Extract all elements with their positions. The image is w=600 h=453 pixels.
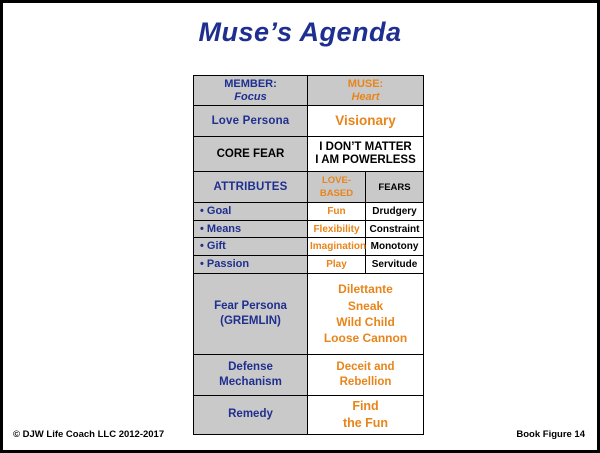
fear-persona-value-3: Wild Child xyxy=(336,314,395,329)
copyright-footer: © DJW Life Coach LLC 2012-2017 xyxy=(13,429,165,440)
attribute-love-gift-text: Imagination xyxy=(310,241,367,253)
header-member-line2: Focus xyxy=(234,90,267,103)
fear-persona-label xyxy=(194,273,308,354)
attribute-fear-gift xyxy=(366,238,424,256)
attribute-fear-gift-text: Monotony xyxy=(370,241,419,253)
remedy-value-line1: Find xyxy=(352,399,379,414)
attribute-love-passion-text: Play xyxy=(326,259,347,271)
remedy-value xyxy=(308,395,424,434)
table-row xyxy=(194,220,424,238)
attribute-fear-goal xyxy=(366,203,424,221)
table-row-attributes-header xyxy=(194,172,424,203)
table-row xyxy=(194,256,424,274)
attributes-fears-header xyxy=(366,172,424,203)
table-row xyxy=(194,203,424,221)
attribute-name-goal: • Goal xyxy=(194,203,308,221)
page-title: Muse’s Agenda xyxy=(198,17,402,47)
attribute-name-means: • Means xyxy=(194,220,308,238)
love-persona-label-text: Love Persona xyxy=(211,114,290,127)
remedy-label-text: Remedy xyxy=(228,408,273,421)
attribute-fear-passion xyxy=(366,256,424,274)
fear-persona-label-line1: Fear Persona xyxy=(214,299,287,312)
attribute-love-means-text: Flexibility xyxy=(313,223,360,235)
love-persona-label xyxy=(194,106,308,137)
fear-persona-value-2: Sneak xyxy=(347,298,384,313)
table-row-fear-persona xyxy=(194,273,424,354)
header-muse-line1: MUSE: xyxy=(347,78,384,90)
agenda-table-wrapper xyxy=(193,75,423,435)
remedy-value-line2: the Fun xyxy=(342,415,389,430)
fear-persona-value-4: Loose Cannon xyxy=(323,330,408,345)
table-row xyxy=(194,238,424,256)
remedy-label xyxy=(194,395,308,434)
table-row-defense-mechanism xyxy=(194,354,424,395)
defense-mechanism-value xyxy=(308,354,424,395)
attributes-fears-text: FEARS xyxy=(378,181,411,193)
defense-mechanism-label-line2: Mechanism xyxy=(219,375,282,388)
core-fear-label-text: CORE FEAR xyxy=(216,147,285,160)
header-muse-cell xyxy=(308,76,424,106)
attributes-label-text: ATTRIBUTES xyxy=(213,180,288,193)
attribute-love-means xyxy=(308,220,366,238)
agenda-table xyxy=(193,75,424,435)
fear-persona-values xyxy=(308,273,424,354)
table-row-remedy xyxy=(194,395,424,434)
attributes-love-based-header xyxy=(308,172,366,203)
header-member-cell xyxy=(194,76,308,106)
core-fear-label xyxy=(194,137,308,172)
attributes-love-based-text: LOVE-BASED xyxy=(319,175,354,200)
attribute-fear-means-text: Constraint xyxy=(369,223,420,235)
love-persona-value xyxy=(308,106,424,137)
attributes-label xyxy=(194,172,308,203)
core-fear-value xyxy=(308,137,424,172)
love-persona-value-text: Visionary xyxy=(335,113,396,129)
defense-mechanism-label xyxy=(194,354,308,395)
core-fear-line2: I AM POWERLESS xyxy=(315,154,416,167)
attribute-fear-means xyxy=(366,220,424,238)
attribute-fear-goal-text: Drudgery xyxy=(372,206,417,218)
header-muse-line2: Heart xyxy=(351,90,380,103)
attribute-love-gift xyxy=(308,238,366,256)
defense-mechanism-value-line2: Rebellion xyxy=(339,375,392,388)
attribute-love-passion xyxy=(308,256,366,274)
table-row-love-persona xyxy=(194,106,424,137)
defense-mechanism-label-line1: Defense xyxy=(228,360,273,373)
attribute-name-passion: • Passion xyxy=(194,256,308,274)
attribute-love-goal xyxy=(308,203,366,221)
header-member-line1: MEMBER: xyxy=(224,78,277,90)
fear-persona-label-line2: (GREMLIN) xyxy=(220,314,281,327)
defense-mechanism-value-line1: Deceit and xyxy=(336,360,395,373)
table-row-core-fear xyxy=(194,137,424,172)
attribute-love-goal-text: Fun xyxy=(327,206,346,218)
table-row-header xyxy=(194,76,424,106)
attribute-name-gift: • Gift xyxy=(194,238,308,256)
figure-label-footer: Book Figure 14 xyxy=(516,429,585,440)
fear-persona-value-1: Dilettante xyxy=(338,282,393,297)
core-fear-line1: I DON’T MATTER xyxy=(319,141,412,154)
attribute-fear-passion-text: Servitude xyxy=(371,259,418,271)
